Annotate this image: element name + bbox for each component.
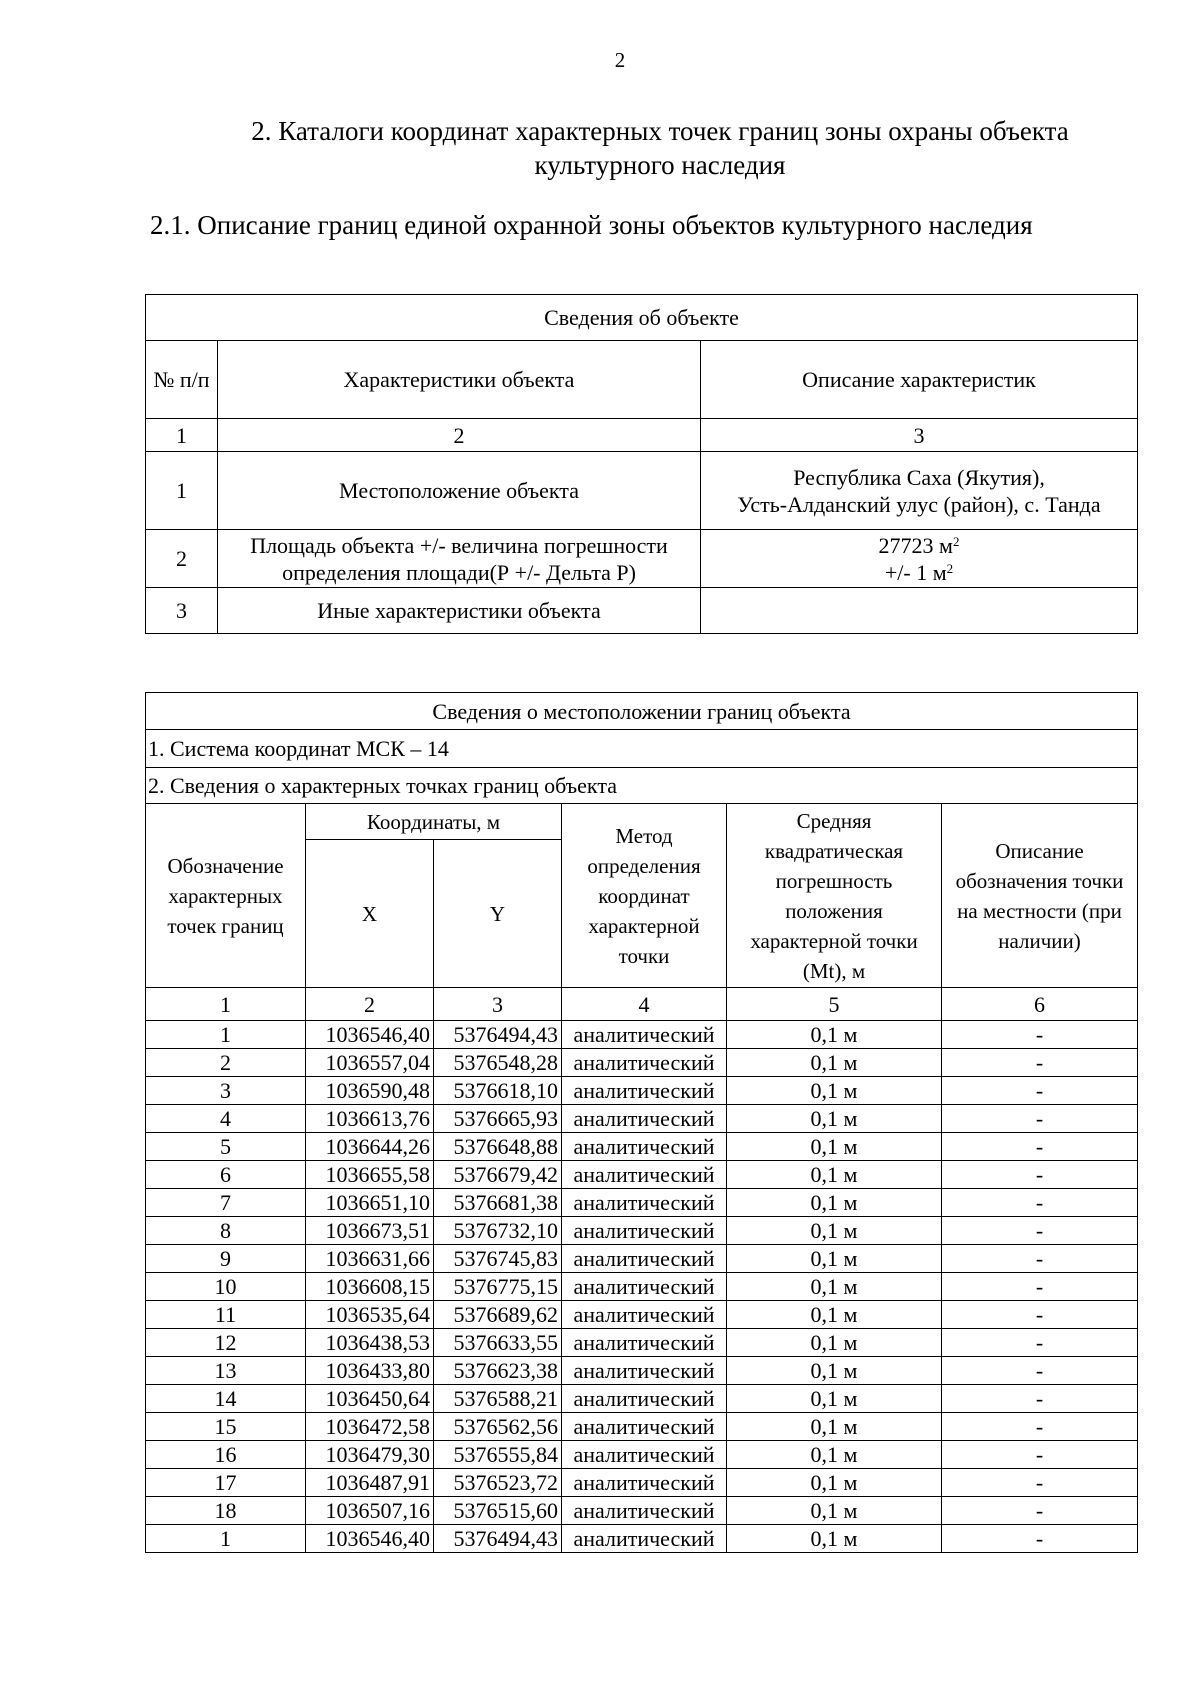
- area-value: 27723 $м^2$: [878, 532, 960, 558]
- coordinate-x: 1036546,40: [306, 1021, 434, 1049]
- point-id: 4: [146, 1105, 306, 1133]
- header-coordinates: Координаты, м: [306, 804, 562, 840]
- point-error: 0,1 м: [727, 1049, 942, 1077]
- point-id: 9: [146, 1245, 306, 1273]
- point-id: 7: [146, 1189, 306, 1217]
- characteristic-description: [701, 530, 1138, 588]
- boundary-caption: Сведения о местоположении границ объекта: [146, 693, 1138, 730]
- area-name-line1: Площадь объекта +/- величина погрешности: [250, 532, 668, 558]
- table-row: [146, 1105, 1138, 1133]
- section-title: [190, 114, 1130, 182]
- header-method: Метод определения координат характерной точки: [562, 804, 727, 988]
- column-number: 3: [701, 419, 1138, 452]
- coordinate-x: 1036535,64: [306, 1301, 434, 1329]
- point-id: 8: [146, 1217, 306, 1245]
- coordinate-x: 1036507,16: [306, 1497, 434, 1525]
- column-number: 1: [146, 988, 306, 1021]
- table-row: [146, 1469, 1138, 1497]
- table-row: [146, 452, 1138, 530]
- coordinate-y: 5376633,55: [434, 1329, 562, 1357]
- point-error: 0,1 м: [727, 1441, 942, 1469]
- characteristic-name: [218, 530, 701, 588]
- point-description: -: [942, 1413, 1138, 1441]
- coordinate-x: 1036438,53: [306, 1329, 434, 1357]
- point-id: 18: [146, 1497, 306, 1525]
- table-row: [146, 1357, 1138, 1385]
- column-number: 4: [562, 988, 727, 1021]
- header-designation: Обозначение характерных точек границ: [146, 804, 306, 988]
- boundary-points-table: [145, 692, 1138, 1553]
- point-error: 0,1 м: [727, 1385, 942, 1413]
- table-row: [146, 1217, 1138, 1245]
- point-id: 10: [146, 1273, 306, 1301]
- point-error: 0,1 м: [727, 1105, 942, 1133]
- section-title-line1: 2. Каталоги координат характерных точек границ зоны охраны объекта: [251, 116, 1069, 146]
- point-description: -: [942, 1189, 1138, 1217]
- point-method: аналитический: [562, 1049, 727, 1077]
- coordinate-y: 5376555,84: [434, 1441, 562, 1469]
- point-description: -: [942, 1525, 1138, 1553]
- coordinate-y: 5376588,21: [434, 1385, 562, 1413]
- point-description: -: [942, 1357, 1138, 1385]
- points-caption: 2. Сведения о характерных точках границ объекта: [146, 768, 1138, 804]
- coordinate-y: 5376618,10: [434, 1077, 562, 1105]
- point-method: аналитический: [562, 1105, 727, 1133]
- table-row: [146, 530, 1138, 588]
- header-x: X: [306, 840, 434, 988]
- point-description: -: [942, 1021, 1138, 1049]
- coordinate-x: 1036450,64: [306, 1385, 434, 1413]
- column-number: 6: [942, 988, 1138, 1021]
- point-id: 1: [146, 1021, 306, 1049]
- point-error: 0,1 м: [727, 1329, 942, 1357]
- coordinate-y: 5376515,60: [434, 1497, 562, 1525]
- table-row: [146, 1385, 1138, 1413]
- section-title-line2: культурного наследия: [534, 150, 786, 180]
- point-error: 0,1 м: [727, 1021, 942, 1049]
- object-info-table: [145, 294, 1138, 634]
- characteristic-description: [701, 588, 1138, 634]
- point-error: 0,1 м: [727, 1497, 942, 1525]
- coordinate-y: 5376548,28: [434, 1049, 562, 1077]
- column-number: 5: [727, 988, 942, 1021]
- table-row: [146, 1077, 1138, 1105]
- point-description: -: [942, 1133, 1138, 1161]
- point-error: 0,1 м: [727, 1133, 942, 1161]
- point-method: аналитический: [562, 1441, 727, 1469]
- table-row: [146, 1189, 1138, 1217]
- point-description: -: [942, 1245, 1138, 1273]
- point-method: аналитический: [562, 1469, 727, 1497]
- table-row: [146, 1049, 1138, 1077]
- header-error: Средняя квадратическая погрешность положения характерной точки (Мt), м: [727, 804, 942, 988]
- column-number: 2: [218, 419, 701, 452]
- point-id: 1: [146, 1525, 306, 1553]
- point-description: -: [942, 1441, 1138, 1469]
- table-row: [146, 1441, 1138, 1469]
- area-error: +/- 1 $м^2$: [884, 559, 954, 585]
- header-characteristics: Характеристики объекта: [218, 341, 701, 419]
- point-id: 16: [146, 1441, 306, 1469]
- point-description: -: [942, 1497, 1138, 1525]
- point-id: 14: [146, 1385, 306, 1413]
- point-method: аналитический: [562, 1189, 727, 1217]
- coordinate-y: 5376732,10: [434, 1217, 562, 1245]
- page-number: 2: [614, 48, 626, 72]
- row-number: 2: [146, 530, 218, 588]
- coordinate-x: 1036487,91: [306, 1469, 434, 1497]
- table-row: [146, 1525, 1138, 1553]
- coordinate-y: 5376665,93: [434, 1105, 562, 1133]
- characteristic-name: Иные характеристики объекта: [218, 588, 701, 634]
- table-row: [146, 1273, 1138, 1301]
- point-description: -: [942, 1301, 1138, 1329]
- point-method: аналитический: [562, 1385, 727, 1413]
- coordinate-system: 1. Система координат МСК – 14: [146, 730, 1138, 768]
- point-method: аналитический: [562, 1217, 727, 1245]
- coordinate-y: 5376494,43: [434, 1525, 562, 1553]
- coordinate-x: 1036557,04: [306, 1049, 434, 1077]
- point-description: -: [942, 1077, 1138, 1105]
- point-id: 15: [146, 1413, 306, 1441]
- coordinate-x: 1036673,51: [306, 1217, 434, 1245]
- point-error: 0,1 м: [727, 1469, 942, 1497]
- coordinate-y: 5376562,56: [434, 1413, 562, 1441]
- point-method: аналитический: [562, 1021, 727, 1049]
- point-method: аналитический: [562, 1329, 727, 1357]
- header-number: № п/п: [146, 341, 218, 419]
- point-id: 11: [146, 1301, 306, 1329]
- point-method: аналитический: [562, 1133, 727, 1161]
- point-error: 0,1 м: [727, 1525, 942, 1553]
- point-id: 2: [146, 1049, 306, 1077]
- point-description: -: [942, 1273, 1138, 1301]
- table-row: [146, 1161, 1138, 1189]
- point-error: 0,1 м: [727, 1357, 942, 1385]
- table-row: [146, 1329, 1138, 1357]
- table-row: [146, 1021, 1138, 1049]
- coordinate-y: 5376679,42: [434, 1161, 562, 1189]
- header-y: Y: [434, 840, 562, 988]
- coordinate-x: 1036608,15: [306, 1273, 434, 1301]
- point-method: аналитический: [562, 1525, 727, 1553]
- point-id: 5: [146, 1133, 306, 1161]
- coordinate-y: 5376689,62: [434, 1301, 562, 1329]
- point-description: -: [942, 1049, 1138, 1077]
- point-error: 0,1 м: [727, 1301, 942, 1329]
- point-description: -: [942, 1217, 1138, 1245]
- row-number: 3: [146, 588, 218, 634]
- header-description: Описание характеристик: [701, 341, 1138, 419]
- coordinate-x: 1036631,66: [306, 1245, 434, 1273]
- coordinate-x: 1036655,58: [306, 1161, 434, 1189]
- point-id: 3: [146, 1077, 306, 1105]
- coordinate-y: 5376523,72: [434, 1469, 562, 1497]
- point-description: -: [942, 1161, 1138, 1189]
- header-point-description: Описание обозначения точки на местности (при наличии): [942, 804, 1138, 988]
- point-description: -: [942, 1105, 1138, 1133]
- coordinate-x: 1036613,76: [306, 1105, 434, 1133]
- table-row: [146, 1413, 1138, 1441]
- point-id: 13: [146, 1357, 306, 1385]
- point-method: аналитический: [562, 1413, 727, 1441]
- coordinate-x: 1036479,30: [306, 1441, 434, 1469]
- table-row: [146, 1497, 1138, 1525]
- location-line2: Усть-Алданский улус (район), с. Танда: [737, 491, 1101, 517]
- point-method: аналитический: [562, 1273, 727, 1301]
- subsection-title: 2.1. Описание границ единой охранной зоны объектов культурного наследия: [150, 210, 1033, 240]
- point-method: аналитический: [562, 1497, 727, 1525]
- coordinate-x: 1036433,80: [306, 1357, 434, 1385]
- point-error: 0,1 м: [727, 1273, 942, 1301]
- point-error: 0,1 м: [727, 1077, 942, 1105]
- coordinate-y: 5376681,38: [434, 1189, 562, 1217]
- location-line1: Республика Саха (Якутия),: [793, 464, 1045, 490]
- point-method: аналитический: [562, 1161, 727, 1189]
- coordinate-y: 5376494,43: [434, 1021, 562, 1049]
- column-number: 3: [434, 988, 562, 1021]
- object-info-caption: Сведения об объекте: [146, 295, 1138, 341]
- area-name-line2: определения площади(Р +/- Дельта Р): [282, 559, 636, 585]
- point-id: 17: [146, 1469, 306, 1497]
- point-method: аналитический: [562, 1077, 727, 1105]
- coordinate-y: 5376623,38: [434, 1357, 562, 1385]
- table-row: [146, 1301, 1138, 1329]
- point-description: -: [942, 1329, 1138, 1357]
- point-error: 0,1 м: [727, 1161, 942, 1189]
- table-row: [146, 1245, 1138, 1273]
- coordinate-x: 1036644,26: [306, 1133, 434, 1161]
- characteristic-description: [701, 452, 1138, 530]
- column-number: 2: [306, 988, 434, 1021]
- coordinate-y: 5376775,15: [434, 1273, 562, 1301]
- coordinate-y: 5376745,83: [434, 1245, 562, 1273]
- point-error: 0,1 м: [727, 1413, 942, 1441]
- point-error: 0,1 м: [727, 1217, 942, 1245]
- coordinate-x: 1036546,40: [306, 1525, 434, 1553]
- coordinate-x: 1036590,48: [306, 1077, 434, 1105]
- point-id: 6: [146, 1161, 306, 1189]
- coordinate-x: 1036472,58: [306, 1413, 434, 1441]
- point-method: аналитический: [562, 1357, 727, 1385]
- point-error: 0,1 м: [727, 1245, 942, 1273]
- coordinate-y: 5376648,88: [434, 1133, 562, 1161]
- column-number: 1: [146, 419, 218, 452]
- point-id: 12: [146, 1329, 306, 1357]
- table-row: [146, 588, 1138, 634]
- table-row: [146, 1133, 1138, 1161]
- row-number: 1: [146, 452, 218, 530]
- point-method: аналитический: [562, 1245, 727, 1273]
- characteristic-name: Местоположение объекта: [218, 452, 701, 530]
- coordinate-x: 1036651,10: [306, 1189, 434, 1217]
- point-description: -: [942, 1469, 1138, 1497]
- point-description: -: [942, 1385, 1138, 1413]
- point-method: аналитический: [562, 1301, 727, 1329]
- point-error: 0,1 м: [727, 1189, 942, 1217]
